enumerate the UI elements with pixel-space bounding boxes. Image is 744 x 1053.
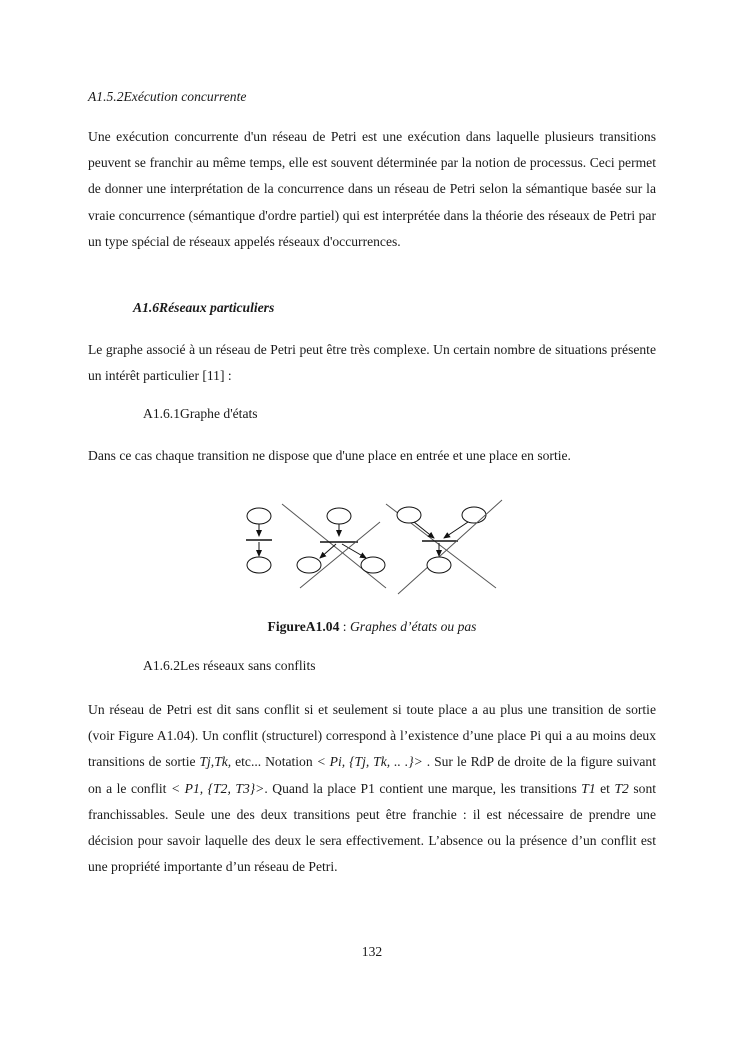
- page-number: 132: [361, 944, 383, 959]
- figure-separator: :: [339, 619, 350, 634]
- paragraph-concurrent-execution: Une exécution concurrente d'un réseau de Petri est une exécution dans laquelle plusieurs transitions peuvent se franchir au même temps, elle est souvent déterminée par la notion de processus. Ceci permet de donner une interprétation de la concurrence dans un réseau de Petri selon la sémantique basée sur la vraie concurrence (sémantique d'ordre partiel) qui est interprétée dans la théorie des réseaux de Petri par un type spécial de réseaux appelés réseaux d'occurrences.: [88, 129, 656, 249]
- place-circle: [462, 507, 486, 523]
- paragraph-conflict-free: [88, 697, 656, 880]
- figure-caption: [0, 619, 744, 635]
- figure-label: FigureA1.04: [267, 619, 340, 634]
- text-run: et: [595, 780, 615, 796]
- place-circle: [297, 557, 321, 573]
- place-circle: [247, 557, 271, 573]
- place-circle: [327, 508, 351, 524]
- place-circle: [361, 557, 385, 573]
- section-heading-a162: A1.6.2Les réseaux sans conflits: [143, 658, 316, 673]
- text-run: . Sur le RdP de droite de la figure suivant on a le conflit: [88, 754, 656, 796]
- text-run-italic: T1: [581, 780, 596, 796]
- paragraph-particular-networks: Le graphe associé à un réseau de Petri peut être très complexe. Un certain nombre de situations présente un intérêt particulier [11] :: [88, 342, 656, 384]
- text-run: etc... Notation: [231, 754, 317, 770]
- paragraph-state-graph: Dans ce cas chaque transition ne dispose que d'une place en entrée et une place en sortie.: [88, 448, 571, 463]
- text-run: sont franchissables. Seule une des deux transitions peut être franchie : il est nécessaire de prendre une décision pour savoir laquelle des deux le sera effectivement. L’absence ou la présence d’un conflit est une propriété importante d’un réseau de Petri.: [88, 780, 657, 875]
- text-run: . Quand la place P1 contient une marque, les transitions: [264, 780, 582, 796]
- text-run-italic: T2: [614, 780, 629, 796]
- petri-net-figure: [238, 498, 508, 596]
- place-circle: [247, 508, 271, 524]
- text-run: Un réseau de Petri est dit sans conflit si et seulement si toute place a au plus une transition de sortie (voir Figure A1.04). Un conflit (structurel) correspond à l’existence d’une place Pi qui a au moins deux transitions de sortie: [88, 702, 656, 770]
- place-circle: [427, 557, 451, 573]
- text-run-italic: Tj,Tk,: [199, 754, 232, 770]
- text-run-italic: < Pi, {Tj, Tk, .. .}>: [316, 754, 423, 770]
- place-circle: [397, 507, 421, 523]
- section-heading-a152: A1.5.2Exécution concurrente: [88, 89, 247, 104]
- text-run-italic: < P1, {T2, T3}>: [170, 780, 265, 796]
- section-heading-a16: A1.6Réseaux particuliers: [133, 300, 275, 315]
- section-heading-a161: A1.6.1Graphe d'états: [143, 406, 258, 421]
- figure-title: Graphes d’états ou pas: [349, 619, 477, 634]
